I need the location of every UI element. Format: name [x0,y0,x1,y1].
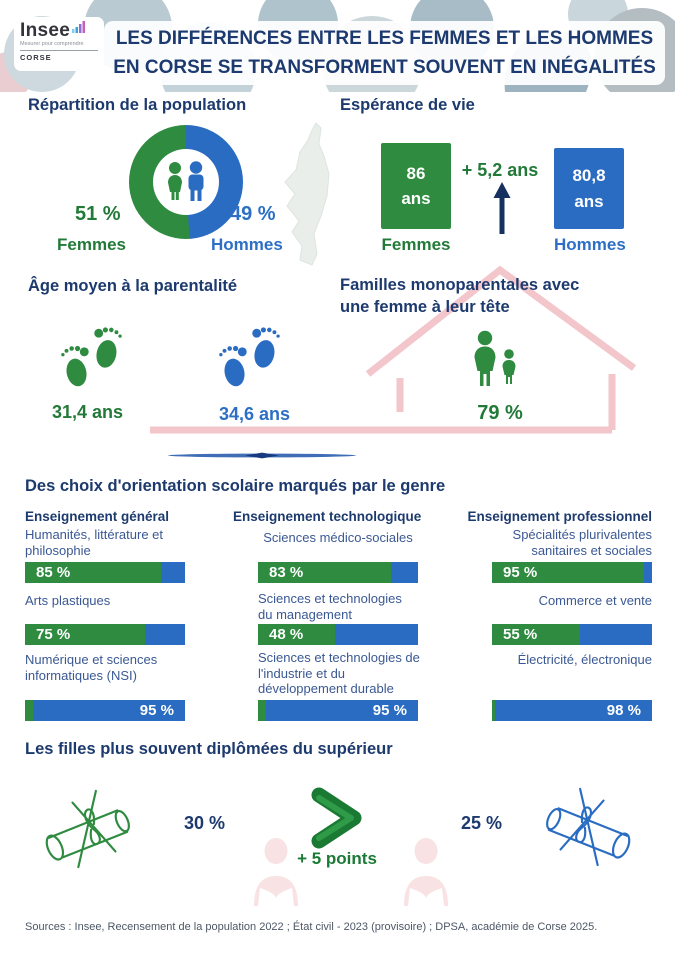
graduates-men-share: 25 % [461,813,503,833]
share-value: 95 % [503,564,538,581]
population-donut [129,125,243,239]
education-column-general-heading: Enseignement général [25,509,170,524]
program-label: Commerce et vente [538,593,652,608]
diploma-scroll-green-icon [38,785,146,871]
main-title [104,21,665,85]
population-men-value: 49 % [230,203,276,225]
share-value: 83 % [269,564,304,581]
sources-text: Sources : Insee, Recensement de la population 2022 ; État civil - 2023 (provisoire) ; DPSA, académie de Corse 2025. [25,921,598,933]
program-label: Numérique et sciences informatiques (NSI) [25,652,158,683]
program-label: Arts plastiques [25,593,111,608]
corsica-map [272,122,350,267]
graduates-section-title: Les filles plus souvent diplômées du supérieur [25,740,393,758]
share-value: 85 % [36,564,71,581]
education-column-professional-heading: Enseignement professionnel [467,509,652,524]
education-section-title: Des choix d'orientation scolaire marqués par le genre [25,477,446,495]
share-value: 95 % [372,702,407,719]
life-expectancy-men-label: Hommes [554,235,626,254]
graduates-women-share: 30 % [184,813,226,833]
single-parent-title-line2: une femme à leur tête [340,298,510,316]
insee-region: CORSE [20,53,52,62]
insee-brand-text: Insee [20,20,71,41]
share-value: 98 % [606,702,641,719]
girls-share-fill [258,700,266,721]
gender-share-bar [25,624,185,645]
gender-share-bar [492,562,652,583]
insee-bars-icon [72,21,86,34]
life-expectancy-men-unit: ans [574,191,604,211]
program-label: Électricité, électronique [517,652,652,667]
gender-share-bar [492,624,652,645]
single-parent-share: 79 % [477,402,523,424]
main-title-line1: LES DIFFÉRENCES ENTRE LES FEMMES ET LES HOMMES [115,27,654,49]
population-men-label: Hommes [211,235,283,254]
life-expectancy-women-unit: ans [401,189,431,208]
program-label: Sciences et technologies de l'industrie et du développement durable [258,650,420,697]
graduates-gap: + 5 points [297,849,377,868]
gender-share-bar [25,562,185,583]
parenthood-women-age: 31,4 ans [52,402,124,422]
logo-divider [20,50,98,51]
header [0,0,675,92]
main-title-line2: EN CORSE SE TRANSFORMENT SOUVENT EN INÉGALITÉS [113,57,656,78]
woman-figure-icon [168,162,182,200]
greater-than-icon [307,786,367,850]
section-divider [167,452,357,459]
up-arrow-icon [492,182,512,234]
gender-share-bar [258,700,418,721]
single-parent-title-line1: Familles monoparentales avec [340,276,580,294]
share-value: 55 % [503,626,538,643]
insee-logo [14,17,104,71]
life-expectancy-gap: + 5,2 ans [461,160,539,180]
program-label: Humanités, littérature et philosophie [25,527,164,558]
program-label: Sciences et technologies du management [258,591,402,622]
parenthood-section-title: Âge moyen à la parentalité [28,277,238,295]
right-foot [94,327,122,369]
life-expectancy-women-label: Femmes [381,235,451,254]
man-figure-icon [189,161,204,201]
life-expectancy-women-bar [381,143,451,229]
girls-share-fill [492,700,495,721]
insee-tagline: Mesurer pour comprendre [20,41,84,47]
program-label: Sciences médico-sociales [263,530,413,545]
education-column-technological-heading: Enseignement technologique [233,509,422,524]
girls-share-fill [25,700,33,721]
life-expectancy-men-bar-wrap [554,139,624,229]
gender-share-bar [258,624,418,645]
life-expectancy-men-value: 80,8 [572,166,606,186]
population-women-label: Femmes [57,235,126,254]
population-donut-hole [153,149,219,215]
population-section-title: Répartition de la population [28,96,247,114]
mother-and-child-icon [468,330,528,388]
share-value: 48 % [269,626,304,643]
program-label: Spécialités plurivalentes sanitaires et sociales [512,527,652,558]
woman-and-man-icon [162,161,210,203]
gender-share-bar [25,700,185,721]
share-value: 75 % [36,626,71,643]
life-expectancy-men-bar [554,148,624,229]
life-expectancy-women-bar-wrap [381,139,451,229]
life-expectancy-section-title: Espérance de vie [340,96,475,114]
life-expectancy-women-value: 86 [406,163,426,183]
baby-footprints-green-icon [60,326,124,390]
gender-share-bar [492,700,652,721]
diploma-scroll-blue-icon [530,783,638,869]
reading-person-icon [403,838,449,906]
population-women-value: 51 % [75,203,121,225]
left-foot [61,346,89,388]
gender-share-bar [258,562,418,583]
share-value: 95 % [139,702,174,719]
parenthood-men-age: 34,6 ans [219,404,291,424]
